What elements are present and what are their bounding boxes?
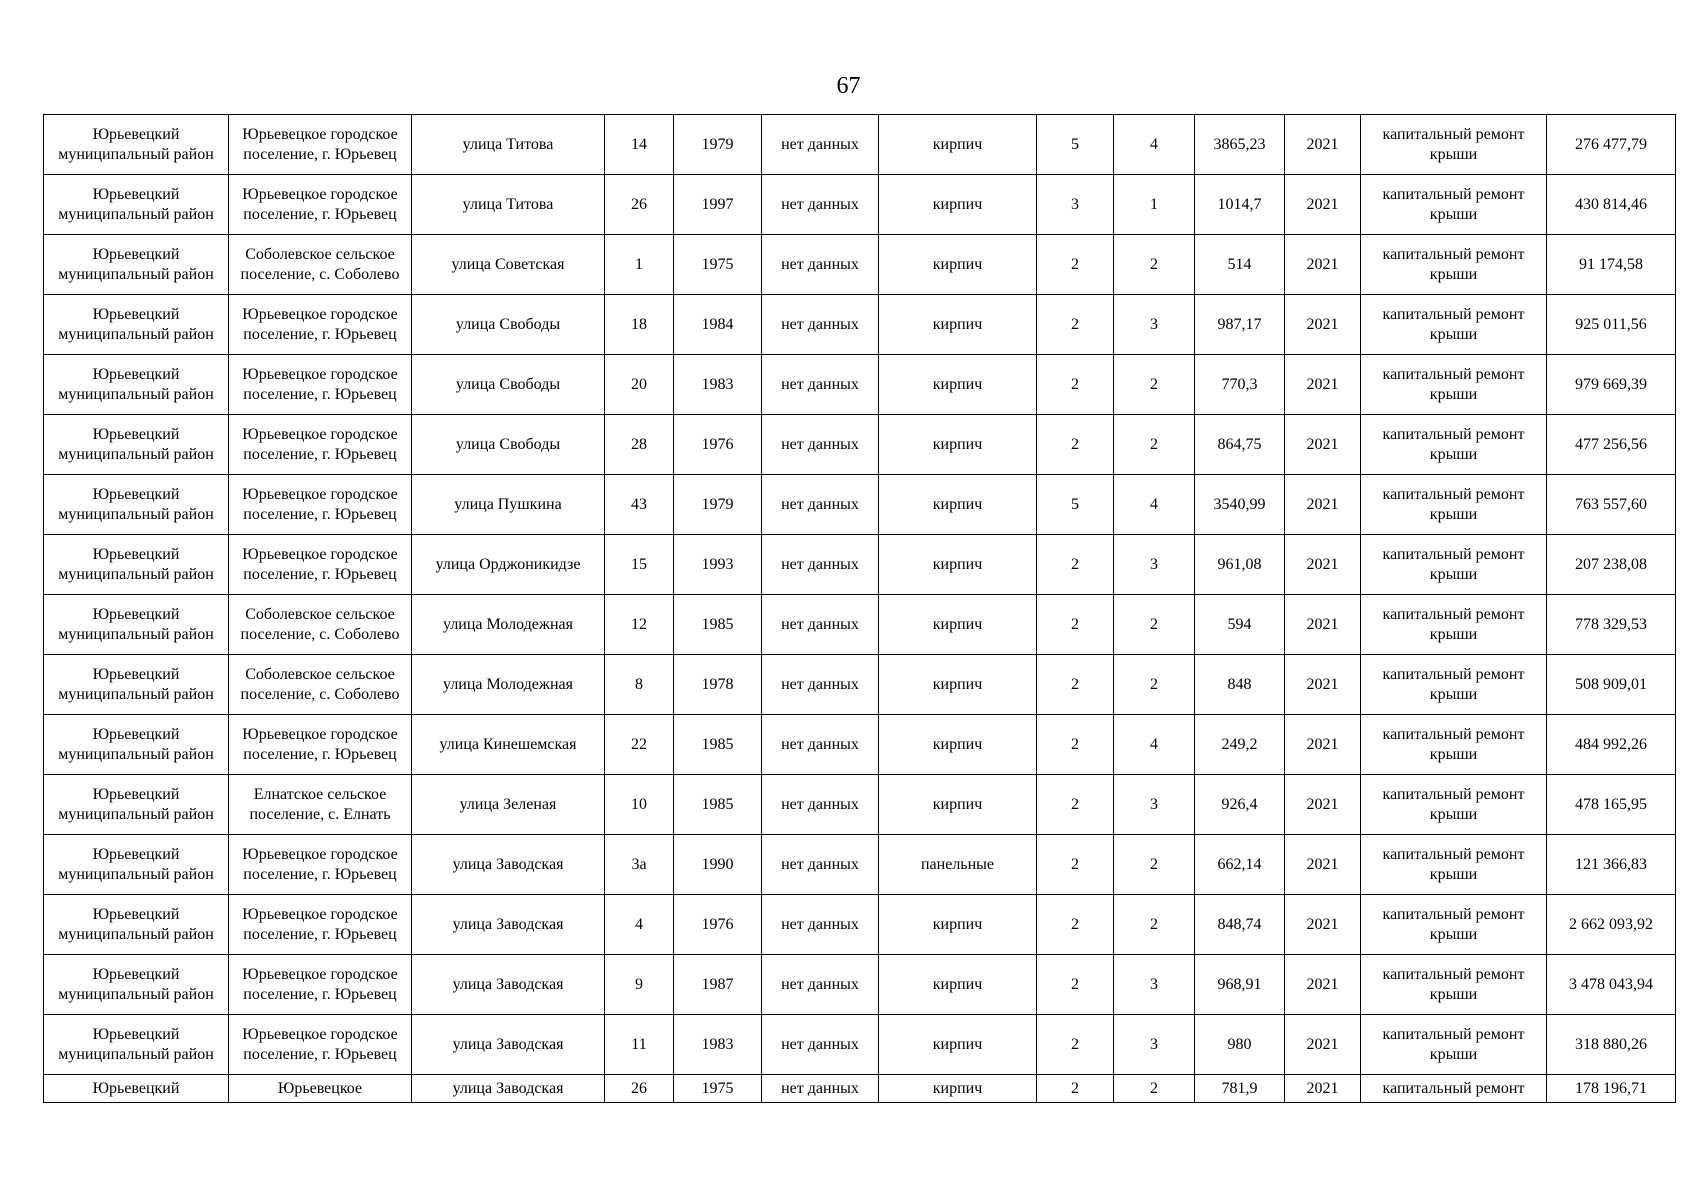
cell-entrances: 3	[1114, 535, 1195, 595]
cell-work-type: капитальный ремонт	[1361, 1075, 1547, 1103]
cell-floors: 2	[1037, 295, 1114, 355]
cell-floors: 2	[1037, 895, 1114, 955]
cell-construction-year: 1985	[674, 715, 762, 775]
cell-house-number: 20	[605, 355, 674, 415]
cell-construction-year: 1987	[674, 955, 762, 1015]
cell-area: 594	[1195, 595, 1285, 655]
cell-floors: 3	[1037, 175, 1114, 235]
cell-plan-year: 2021	[1285, 175, 1361, 235]
cell-house-number: 22	[605, 715, 674, 775]
cell-house-number: 43	[605, 475, 674, 535]
cell-entrances: 2	[1114, 895, 1195, 955]
cell-cost: 478 165,95	[1547, 775, 1676, 835]
cell-street: улица Заводская	[412, 1015, 605, 1075]
cell-work-type: капитальный ремонт крыши	[1361, 835, 1547, 895]
cell-district: Юрьевецкий муниципальный район	[44, 715, 229, 775]
cell-district: Юрьевецкий муниципальный район	[44, 835, 229, 895]
table-row	[44, 835, 1676, 895]
cell-street: улица Свободы	[412, 355, 605, 415]
cell-floors: 2	[1037, 655, 1114, 715]
cell-construction-year: 1997	[674, 175, 762, 235]
cell-street: улица Свободы	[412, 415, 605, 475]
cell-entrances: 3	[1114, 295, 1195, 355]
cell-house-number: 26	[605, 1075, 674, 1103]
cell-status: нет данных	[762, 655, 879, 715]
cell-district: Юрьевецкий муниципальный район	[44, 1015, 229, 1075]
cell-settlement: Соболевское сельское поселение, с. Соболево	[229, 655, 412, 715]
cell-settlement: Юрьевецкое городское поселение, г. Юрьевец	[229, 715, 412, 775]
cell-floors: 2	[1037, 355, 1114, 415]
cell-work-type: капитальный ремонт крыши	[1361, 595, 1547, 655]
cell-house-number: 10	[605, 775, 674, 835]
cell-entrances: 2	[1114, 355, 1195, 415]
cell-street: улица Кинешемская	[412, 715, 605, 775]
cell-district: Юрьевецкий муниципальный район	[44, 115, 229, 175]
cell-cost: 477 256,56	[1547, 415, 1676, 475]
cell-floors: 2	[1037, 415, 1114, 475]
cell-cost: 3 478 043,94	[1547, 955, 1676, 1015]
cell-construction-year: 1976	[674, 415, 762, 475]
cell-status: нет данных	[762, 355, 879, 415]
cell-status: нет данных	[762, 175, 879, 235]
cell-street: улица Свободы	[412, 295, 605, 355]
cell-work-type: капитальный ремонт крыши	[1361, 235, 1547, 295]
cell-wall-material: кирпич	[879, 895, 1037, 955]
cell-plan-year: 2021	[1285, 355, 1361, 415]
cell-status: нет данных	[762, 595, 879, 655]
cell-house-number: 18	[605, 295, 674, 355]
cell-work-type: капитальный ремонт крыши	[1361, 1015, 1547, 1075]
cell-area: 864,75	[1195, 415, 1285, 475]
cell-plan-year: 2021	[1285, 295, 1361, 355]
cell-area: 1014,7	[1195, 175, 1285, 235]
table-body	[44, 115, 1676, 1103]
cell-work-type: капитальный ремонт крыши	[1361, 535, 1547, 595]
cell-plan-year: 2021	[1285, 475, 1361, 535]
cell-construction-year: 1984	[674, 295, 762, 355]
cell-area: 3540,99	[1195, 475, 1285, 535]
cell-settlement: Юрьевецкое городское поселение, г. Юрьевец	[229, 475, 412, 535]
cell-house-number: 8	[605, 655, 674, 715]
cell-district: Юрьевецкий муниципальный район	[44, 655, 229, 715]
cell-wall-material: кирпич	[879, 475, 1037, 535]
cell-work-type: капитальный ремонт крыши	[1361, 475, 1547, 535]
cell-district: Юрьевецкий муниципальный район	[44, 955, 229, 1015]
cell-wall-material: кирпич	[879, 175, 1037, 235]
cell-construction-year: 1976	[674, 895, 762, 955]
cell-area: 961,08	[1195, 535, 1285, 595]
cell-cost: 121 366,83	[1547, 835, 1676, 895]
cell-status: нет данных	[762, 895, 879, 955]
cell-district: Юрьевецкий муниципальный район	[44, 295, 229, 355]
cell-street: улица Советская	[412, 235, 605, 295]
table-row	[44, 475, 1676, 535]
cell-street: улица Титова	[412, 115, 605, 175]
cell-district: Юрьевецкий муниципальный район	[44, 175, 229, 235]
cell-floors: 5	[1037, 115, 1114, 175]
cell-plan-year: 2021	[1285, 235, 1361, 295]
cell-status: нет данных	[762, 475, 879, 535]
cell-area: 968,91	[1195, 955, 1285, 1015]
cell-area: 249,2	[1195, 715, 1285, 775]
table-row	[44, 955, 1676, 1015]
cell-house-number: 15	[605, 535, 674, 595]
cell-entrances: 2	[1114, 835, 1195, 895]
cell-floors: 2	[1037, 1015, 1114, 1075]
cell-floors: 2	[1037, 775, 1114, 835]
cell-floors: 2	[1037, 715, 1114, 775]
cell-street: улица Молодежная	[412, 595, 605, 655]
cell-status: нет данных	[762, 715, 879, 775]
table-row	[44, 295, 1676, 355]
cell-floors: 2	[1037, 535, 1114, 595]
cell-construction-year: 1985	[674, 595, 762, 655]
cell-floors: 2	[1037, 1075, 1114, 1103]
cell-status: нет данных	[762, 835, 879, 895]
housing-registry-table	[43, 114, 1676, 1103]
cell-plan-year: 2021	[1285, 775, 1361, 835]
cell-cost: 207 238,08	[1547, 535, 1676, 595]
cell-status: нет данных	[762, 415, 879, 475]
table-row	[44, 115, 1676, 175]
cell-cost: 925 011,56	[1547, 295, 1676, 355]
cell-construction-year: 1979	[674, 115, 762, 175]
table-row	[44, 595, 1676, 655]
cell-house-number: 12	[605, 595, 674, 655]
cell-house-number: 11	[605, 1015, 674, 1075]
cell-work-type: капитальный ремонт крыши	[1361, 175, 1547, 235]
cell-settlement: Юрьевецкое городское поселение, г. Юрьевец	[229, 295, 412, 355]
cell-district: Юрьевецкий	[44, 1075, 229, 1103]
cell-street: улица Пушкина	[412, 475, 605, 535]
page-number: 67	[836, 73, 861, 99]
cell-plan-year: 2021	[1285, 655, 1361, 715]
cell-entrances: 2	[1114, 415, 1195, 475]
cell-work-type: капитальный ремонт крыши	[1361, 715, 1547, 775]
cell-wall-material: кирпич	[879, 1075, 1037, 1103]
table-row	[44, 715, 1676, 775]
cell-wall-material: кирпич	[879, 415, 1037, 475]
cell-area: 848,74	[1195, 895, 1285, 955]
cell-street: улица Заводская	[412, 1075, 605, 1103]
cell-wall-material: кирпич	[879, 595, 1037, 655]
cell-house-number: 14	[605, 115, 674, 175]
cell-settlement: Елнатское сельское поселение, с. Елнать	[229, 775, 412, 835]
cell-area: 662,14	[1195, 835, 1285, 895]
cell-wall-material: кирпич	[879, 295, 1037, 355]
cell-cost: 2 662 093,92	[1547, 895, 1676, 955]
cell-entrances: 4	[1114, 475, 1195, 535]
cell-work-type: капитальный ремонт крыши	[1361, 655, 1547, 715]
cell-house-number: 3а	[605, 835, 674, 895]
cell-district: Юрьевецкий муниципальный район	[44, 475, 229, 535]
cell-house-number: 4	[605, 895, 674, 955]
cell-construction-year: 1985	[674, 775, 762, 835]
cell-settlement: Юрьевецкое городское поселение, г. Юрьевец	[229, 415, 412, 475]
cell-construction-year: 1983	[674, 1015, 762, 1075]
table-row	[44, 415, 1676, 475]
cell-area: 848	[1195, 655, 1285, 715]
cell-area: 781,9	[1195, 1075, 1285, 1103]
cell-area: 770,3	[1195, 355, 1285, 415]
cell-construction-year: 1983	[674, 355, 762, 415]
cell-work-type: капитальный ремонт крыши	[1361, 895, 1547, 955]
cell-plan-year: 2021	[1285, 595, 1361, 655]
cell-settlement: Юрьевецкое городское поселение, г. Юрьевец	[229, 835, 412, 895]
cell-area: 3865,23	[1195, 115, 1285, 175]
cell-status: нет данных	[762, 775, 879, 835]
cell-district: Юрьевецкий муниципальный район	[44, 535, 229, 595]
cell-cost: 979 669,39	[1547, 355, 1676, 415]
cell-plan-year: 2021	[1285, 535, 1361, 595]
cell-entrances: 2	[1114, 1075, 1195, 1103]
cell-settlement: Юрьевецкое	[229, 1075, 412, 1103]
cell-construction-year: 1975	[674, 1075, 762, 1103]
table-row	[44, 235, 1676, 295]
cell-settlement: Юрьевецкое городское поселение, г. Юрьевец	[229, 175, 412, 235]
table-row	[44, 1075, 1676, 1103]
cell-floors: 2	[1037, 235, 1114, 295]
cell-entrances: 4	[1114, 715, 1195, 775]
cell-work-type: капитальный ремонт крыши	[1361, 955, 1547, 1015]
cell-entrances: 3	[1114, 775, 1195, 835]
cell-plan-year: 2021	[1285, 955, 1361, 1015]
cell-floors: 2	[1037, 955, 1114, 1015]
cell-house-number: 26	[605, 175, 674, 235]
cell-settlement: Соболевское сельское поселение, с. Соболево	[229, 595, 412, 655]
cell-entrances: 1	[1114, 175, 1195, 235]
cell-floors: 2	[1037, 835, 1114, 895]
cell-work-type: капитальный ремонт крыши	[1361, 775, 1547, 835]
cell-work-type: капитальный ремонт крыши	[1361, 415, 1547, 475]
cell-settlement: Юрьевецкое городское поселение, г. Юрьевец	[229, 1015, 412, 1075]
cell-area: 514	[1195, 235, 1285, 295]
cell-construction-year: 1975	[674, 235, 762, 295]
cell-construction-year: 1993	[674, 535, 762, 595]
cell-status: нет данных	[762, 115, 879, 175]
cell-wall-material: кирпич	[879, 115, 1037, 175]
cell-area: 980	[1195, 1015, 1285, 1075]
cell-status: нет данных	[762, 235, 879, 295]
cell-cost: 508 909,01	[1547, 655, 1676, 715]
cell-street: улица Заводская	[412, 955, 605, 1015]
cell-plan-year: 2021	[1285, 895, 1361, 955]
cell-wall-material: кирпич	[879, 1015, 1037, 1075]
cell-plan-year: 2021	[1285, 1075, 1361, 1103]
table-row	[44, 355, 1676, 415]
cell-house-number: 1	[605, 235, 674, 295]
cell-house-number: 9	[605, 955, 674, 1015]
cell-entrances: 2	[1114, 235, 1195, 295]
cell-construction-year: 1990	[674, 835, 762, 895]
cell-plan-year: 2021	[1285, 835, 1361, 895]
cell-status: нет данных	[762, 1075, 879, 1103]
cell-street: улица Титова	[412, 175, 605, 235]
cell-cost: 178 196,71	[1547, 1075, 1676, 1103]
cell-wall-material: кирпич	[879, 955, 1037, 1015]
cell-settlement: Юрьевецкое городское поселение, г. Юрьевец	[229, 115, 412, 175]
cell-cost: 91 174,58	[1547, 235, 1676, 295]
cell-district: Юрьевецкий муниципальный район	[44, 895, 229, 955]
cell-construction-year: 1978	[674, 655, 762, 715]
cell-floors: 2	[1037, 595, 1114, 655]
cell-cost: 318 880,26	[1547, 1015, 1676, 1075]
table-row	[44, 655, 1676, 715]
cell-street: улица Орджоникидзе	[412, 535, 605, 595]
cell-district: Юрьевецкий муниципальный район	[44, 355, 229, 415]
cell-wall-material: панельные	[879, 835, 1037, 895]
cell-status: нет данных	[762, 955, 879, 1015]
cell-settlement: Юрьевецкое городское поселение, г. Юрьевец	[229, 895, 412, 955]
cell-plan-year: 2021	[1285, 415, 1361, 475]
cell-settlement: Соболевское сельское поселение, с. Соболево	[229, 235, 412, 295]
cell-status: нет данных	[762, 1015, 879, 1075]
cell-district: Юрьевецкий муниципальный район	[44, 595, 229, 655]
cell-construction-year: 1979	[674, 475, 762, 535]
cell-wall-material: кирпич	[879, 355, 1037, 415]
cell-plan-year: 2021	[1285, 715, 1361, 775]
cell-area: 926,4	[1195, 775, 1285, 835]
cell-work-type: капитальный ремонт крыши	[1361, 355, 1547, 415]
cell-district: Юрьевецкий муниципальный район	[44, 235, 229, 295]
table-row	[44, 1015, 1676, 1075]
table-row	[44, 775, 1676, 835]
cell-wall-material: кирпич	[879, 655, 1037, 715]
cell-plan-year: 2021	[1285, 1015, 1361, 1075]
cell-work-type: капитальный ремонт крыши	[1361, 115, 1547, 175]
cell-work-type: капитальный ремонт крыши	[1361, 295, 1547, 355]
cell-entrances: 3	[1114, 955, 1195, 1015]
cell-status: нет данных	[762, 535, 879, 595]
cell-settlement: Юрьевецкое городское поселение, г. Юрьевец	[229, 955, 412, 1015]
cell-cost: 763 557,60	[1547, 475, 1676, 535]
table-row	[44, 895, 1676, 955]
cell-floors: 5	[1037, 475, 1114, 535]
cell-wall-material: кирпич	[879, 235, 1037, 295]
cell-settlement: Юрьевецкое городское поселение, г. Юрьевец	[229, 355, 412, 415]
cell-district: Юрьевецкий муниципальный район	[44, 415, 229, 475]
cell-wall-material: кирпич	[879, 715, 1037, 775]
cell-cost: 276 477,79	[1547, 115, 1676, 175]
cell-area: 987,17	[1195, 295, 1285, 355]
cell-plan-year: 2021	[1285, 115, 1361, 175]
cell-cost: 484 992,26	[1547, 715, 1676, 775]
cell-cost: 430 814,46	[1547, 175, 1676, 235]
cell-street: улица Заводская	[412, 835, 605, 895]
cell-settlement: Юрьевецкое городское поселение, г. Юрьевец	[229, 535, 412, 595]
cell-wall-material: кирпич	[879, 775, 1037, 835]
cell-house-number: 28	[605, 415, 674, 475]
table-row	[44, 175, 1676, 235]
cell-entrances: 3	[1114, 1015, 1195, 1075]
cell-entrances: 2	[1114, 655, 1195, 715]
table-row	[44, 535, 1676, 595]
cell-entrances: 2	[1114, 595, 1195, 655]
cell-status: нет данных	[762, 295, 879, 355]
cell-entrances: 4	[1114, 115, 1195, 175]
cell-wall-material: кирпич	[879, 535, 1037, 595]
cell-cost: 778 329,53	[1547, 595, 1676, 655]
cell-district: Юрьевецкий муниципальный район	[44, 775, 229, 835]
cell-street: улица Молодежная	[412, 655, 605, 715]
cell-street: улица Зеленая	[412, 775, 605, 835]
cell-street: улица Заводская	[412, 895, 605, 955]
